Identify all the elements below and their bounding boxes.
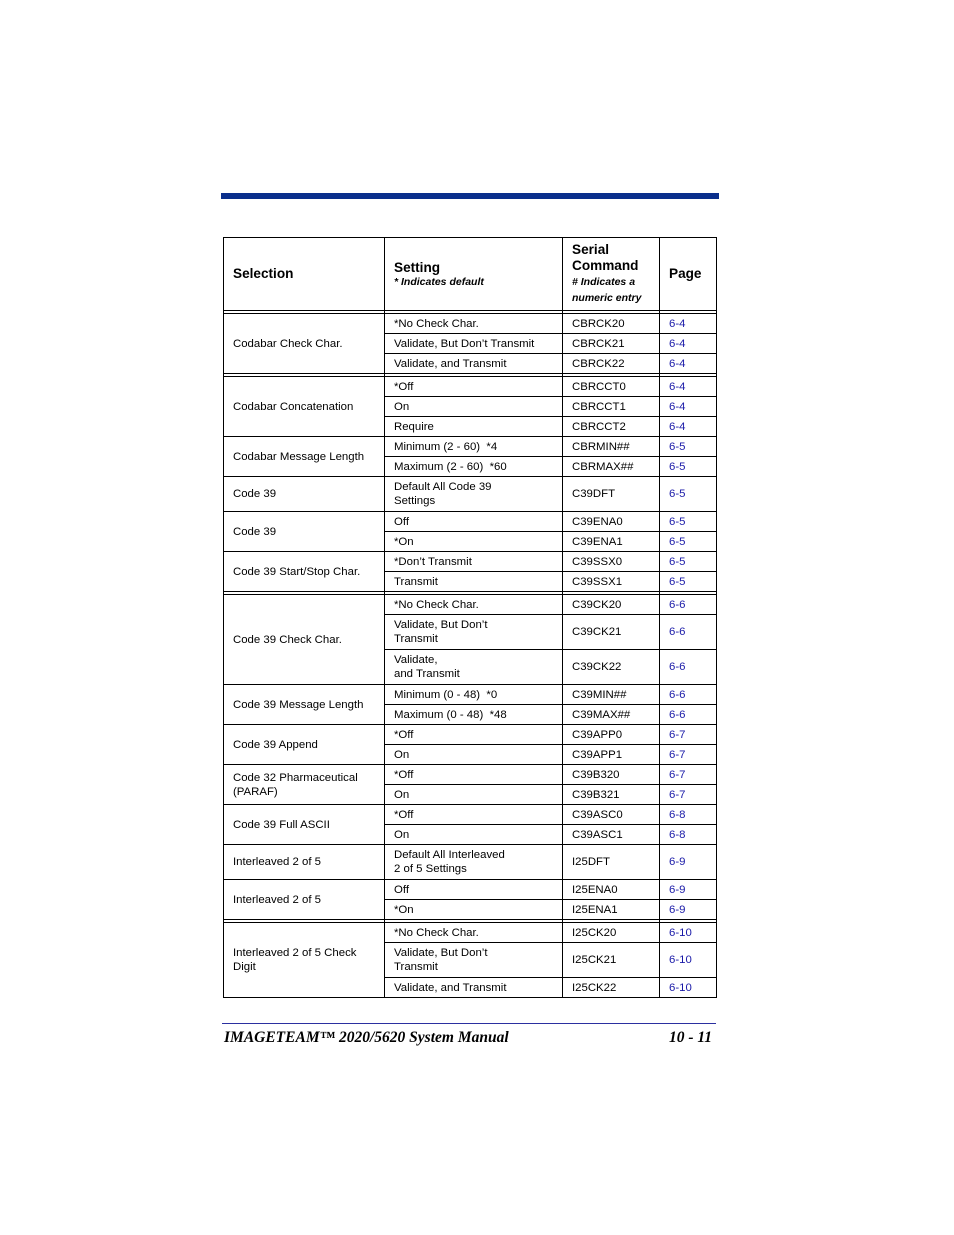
page-link[interactable]: 6-4 [660,417,717,437]
serial-command-table [223,237,717,998]
page-link[interactable]: 6-9 [660,880,717,900]
command-cell: CBRMAX## [563,457,660,477]
header-setting: Setting * Indicates default [385,238,563,311]
setting-line: Settings [394,495,436,507]
setting-line: 2 of 5 Settings [394,863,467,875]
table-row [224,880,717,900]
header-serial-command: Serial Command # Indicates a numeric entry [563,238,660,311]
page-link[interactable]: 6-9 [660,900,717,920]
page-link[interactable]: 6-7 [660,785,717,805]
setting-line: Transmit [394,961,438,973]
page-link[interactable]: 6-4 [660,334,717,354]
selection-cell: Code 39 Append [224,725,385,765]
page-link[interactable]: 6-10 [660,943,717,978]
command-cell: I25CK21 [563,943,660,978]
header-rule [221,193,719,199]
command-cell: I25DFT [563,845,660,880]
setting-cell: *Off [385,377,563,397]
selection-cell [224,765,385,805]
table-row [224,685,717,705]
selection-cell: Code 39 Check Char. [224,595,385,685]
setting-line: Default All Code 39 [394,481,492,493]
setting-cell: *Don’t Transmit [385,552,563,572]
command-cell: CBRMIN## [563,437,660,457]
command-cell: C39CK21 [563,615,660,650]
command-cell: C39B320 [563,765,660,785]
selection-cell: Code 39 Full ASCII [224,805,385,845]
selection-cell: Code 39 Message Length [224,685,385,725]
selection-cell: Code 39 [224,477,385,512]
page-link[interactable]: 6-5 [660,477,717,512]
selection-cell: Code 39 [224,512,385,552]
setting-cell: Minimum (2 - 60) *4 [385,437,563,457]
setting-line: Validate, But Don’t [394,619,488,631]
table-row [224,477,717,512]
command-cell: C39CK20 [563,595,660,615]
selection-line: Interleaved 2 of 5 Check [233,947,357,959]
page-link[interactable]: 6-6 [660,650,717,685]
setting-cell: On [385,825,563,845]
setting-cell: *No Check Char. [385,595,563,615]
setting-cell: *No Check Char. [385,314,563,334]
setting-cell: *Off [385,805,563,825]
setting-cell [385,845,563,880]
page-link[interactable]: 6-7 [660,725,717,745]
table-row [224,805,717,825]
page-link[interactable]: 6-10 [660,923,717,943]
setting-cell: On [385,785,563,805]
selection-cell: Codabar Message Length [224,437,385,477]
setting-cell: Maximum (2 - 60) *60 [385,457,563,477]
command-cell: C39SSX0 [563,552,660,572]
setting-cell: On [385,745,563,765]
footer-page-number: 10 - 11 [668,1029,712,1046]
table-row [224,725,717,745]
header-page: Page [660,238,717,311]
table-header-row [224,238,717,311]
command-cell: CBRCK22 [563,354,660,374]
command-cell: C39ASC0 [563,805,660,825]
command-cell: C39DFT [563,477,660,512]
table-row [224,552,717,572]
setting-cell: Off [385,880,563,900]
selection-line: Code 32 Pharmaceutical [233,771,358,784]
page-link[interactable]: 6-6 [660,615,717,650]
setting-cell: *Off [385,725,563,745]
page-link[interactable]: 6-6 [660,705,717,725]
header-selection: Selection [224,238,385,311]
setting-cell: Transmit [385,572,563,592]
selection-cell: Codabar Check Char. [224,314,385,374]
command-cell: C39ASC1 [563,825,660,845]
table-row [224,512,717,532]
command-cell: C39MIN## [563,685,660,705]
command-cell: C39ENA1 [563,532,660,552]
table-row [224,314,717,334]
setting-cell: *On [385,900,563,920]
command-cell: I25ENA0 [563,880,660,900]
command-cell: CBRCCT1 [563,397,660,417]
selection-cell [224,923,385,998]
setting-cell: Off [385,512,563,532]
command-cell: CBRCCT2 [563,417,660,437]
command-cell: C39CK22 [563,650,660,685]
setting-line: Validate, [394,654,438,666]
command-cell: CBRCCT0 [563,377,660,397]
setting-cell: *On [385,532,563,552]
page-link[interactable]: 6-6 [660,685,717,705]
page-link[interactable]: 6-8 [660,825,717,845]
page-link[interactable]: 6-4 [660,397,717,417]
setting-cell: Require [385,417,563,437]
command-cell: C39B321 [563,785,660,805]
command-cell: C39SSX1 [563,572,660,592]
table-row [224,765,717,785]
setting-cell: Validate, and Transmit [385,354,563,374]
setting-line: Validate, But Don’t [394,947,488,959]
table-row [224,437,717,457]
page-link[interactable]: 6-5 [660,512,717,532]
setting-cell: Minimum (0 - 48) *0 [385,685,563,705]
page-link[interactable]: 6-5 [660,457,717,477]
command-cell: C39APP0 [563,725,660,745]
selection-line: Digit [233,961,256,973]
setting-line: and Transmit [394,668,460,680]
page-link[interactable]: 6-8 [660,805,717,825]
selection-line: (PARAF) [233,785,278,798]
setting-cell: On [385,397,563,417]
setting-cell [385,615,563,650]
page-link[interactable]: 6-7 [660,765,717,785]
setting-cell [385,477,563,512]
command-cell: C39ENA0 [563,512,660,532]
table-row [224,923,717,943]
setting-line: Default All Interleaved [394,849,505,861]
selection-cell: Interleaved 2 of 5 [224,845,385,880]
page-link[interactable]: 6-5 [660,437,717,457]
page-link[interactable]: 6-5 [660,552,717,572]
footer-rule [222,1023,716,1024]
setting-cell: *Off [385,765,563,785]
selection-cell: Code 39 Start/Stop Char. [224,552,385,592]
command-cell: C39APP1 [563,745,660,765]
command-cell: I25CK22 [563,978,660,998]
command-cell: I25CK20 [563,923,660,943]
table-row [224,845,717,880]
page-link[interactable]: 6-4 [660,354,717,374]
setting-line: Transmit [394,633,438,645]
page-link[interactable]: 6-6 [660,595,717,615]
command-cell: CBRCK20 [563,314,660,334]
page-link[interactable]: 6-4 [660,377,717,397]
setting-cell: *No Check Char. [385,923,563,943]
page-link[interactable]: 6-5 [660,532,717,552]
setting-cell: Maximum (0 - 48) *48 [385,705,563,725]
setting-cell: Validate, But Don’t Transmit [385,334,563,354]
page-link[interactable]: 6-10 [660,978,717,998]
command-cell: CBRCK21 [563,334,660,354]
table-row [224,595,717,615]
setting-cell: Validate, and Transmit [385,978,563,998]
page-link[interactable]: 6-7 [660,745,717,765]
setting-cell [385,650,563,685]
selection-cell: Codabar Concatenation [224,377,385,437]
setting-cell [385,943,563,978]
selection-cell: Interleaved 2 of 5 [224,880,385,920]
command-cell: I25ENA1 [563,900,660,920]
page-link[interactable]: 6-5 [660,572,717,592]
footer-title: IMAGETEAM™ 2020/5620 System Manual [224,1029,509,1046]
table-row [224,377,717,397]
page-link[interactable]: 6-9 [660,845,717,880]
command-cell: C39MAX## [563,705,660,725]
page-link[interactable]: 6-4 [660,314,717,334]
